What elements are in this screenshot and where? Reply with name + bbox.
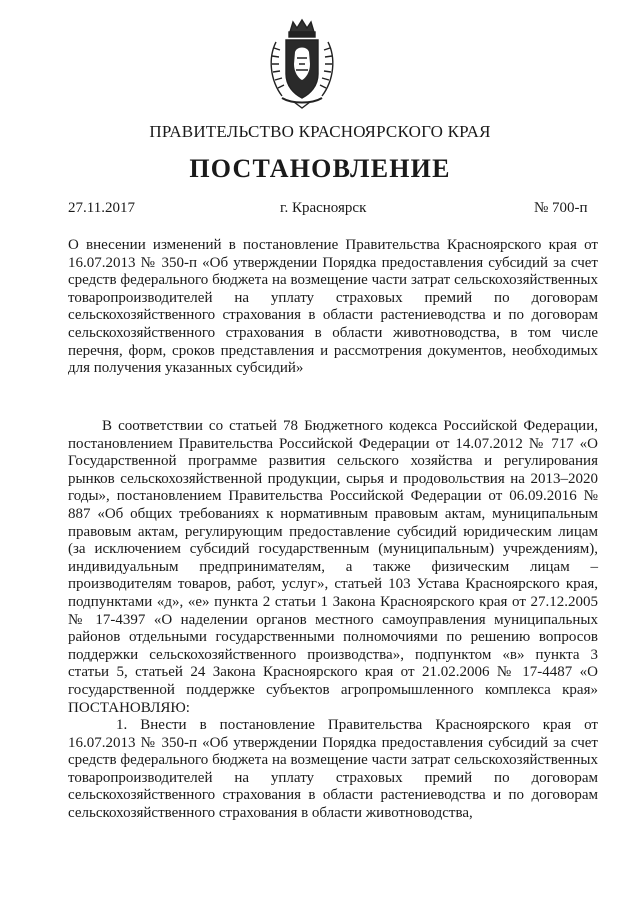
government-title: ПРАВИТЕЛЬСТВО КРАСНОЯРСКОГО КРАЯ [149,122,491,141]
body-item-1: 1. Внести в постановление Правительства Красноярского края от 16.07.2013 № 350-п «Об утверждении Порядка предоставления субсидий за счет средств федерального бюджета на возмещение части затрат сельскохозяйственных товаропроизводителей на уплату страховых премий по договорам сельскохозяйственного страхования в области растениеводства и по договорам сельскохозяйственного страхования в области животноводства, [68,717,598,822]
body-preamble: В соответствии со статьей 78 Бюджетного кодекса Российской Федерации, постановлением Правительства Российской Федерации от 14.07.2012 № 717 «О Государственной программе развития сельского хозяйства и регулирования рынков сельскохозяйственной продукции, сырья и продовольствия на 2013–2020 годы», постановлением Правительства Российской Федерации от 06.09.2016 № 887 «Об общих требованиях к нормативным правовым актам, муниципальным правовым актам, регулирующим предоставление субсидий юридическим лицам (за исключением субсидий государственным (муниципальным) учреждениям), индивидуальным предпринимателям, а также физическим лицам – производителям товаров, работ, услуг», статьей 103 Устава Красноярского края, подпунктами «д», «е» пункта 2 статьи 1 Закона Красноярского края от 27.12.2005 № 17-4397 «О наделении органов местного самоуправления муниципальных районов отдельными государственными полномочиями по решению вопросов поддержки сельскохозяйственного производства», подпунктом «в» пункта 3 статьи 5, статьей 24 Закона Красноярского края от 21.02.2006 № 17-4487 «О государственной поддержке субъектов агропромышленного комплекса края» ПОСТАНОВЛЯЮ: [68,418,598,716]
document-city: г. Красноярск [280,200,367,216]
document-number: № 700-п [534,200,588,216]
document-subject: О внесении изменений в постановление Правительства Красноярского края от 16.07.2013 № 350-п «Об утверждении Порядка предоставления субсидий за счет средств федерального бюджета на возмещение части затрат сельскохозяйственных товаропроизводителей на уплату страховых премий по договорам сельскохозяйственного страхования в области растениеводства и по договорам сельскохозяйственного страхования в области животноводства, в том числе перечня, форм, сроков представления и рассмотрения документов, необходимых для получения указанных субсидий» [68,237,598,377]
document-type-title: ПОСТАНОВЛЕНИЕ [189,154,451,183]
krasnoyarsk-coat-of-arms-emblem [266,18,338,110]
document-date: 27.11.2017 [68,200,135,216]
document-body [68,418,598,823]
